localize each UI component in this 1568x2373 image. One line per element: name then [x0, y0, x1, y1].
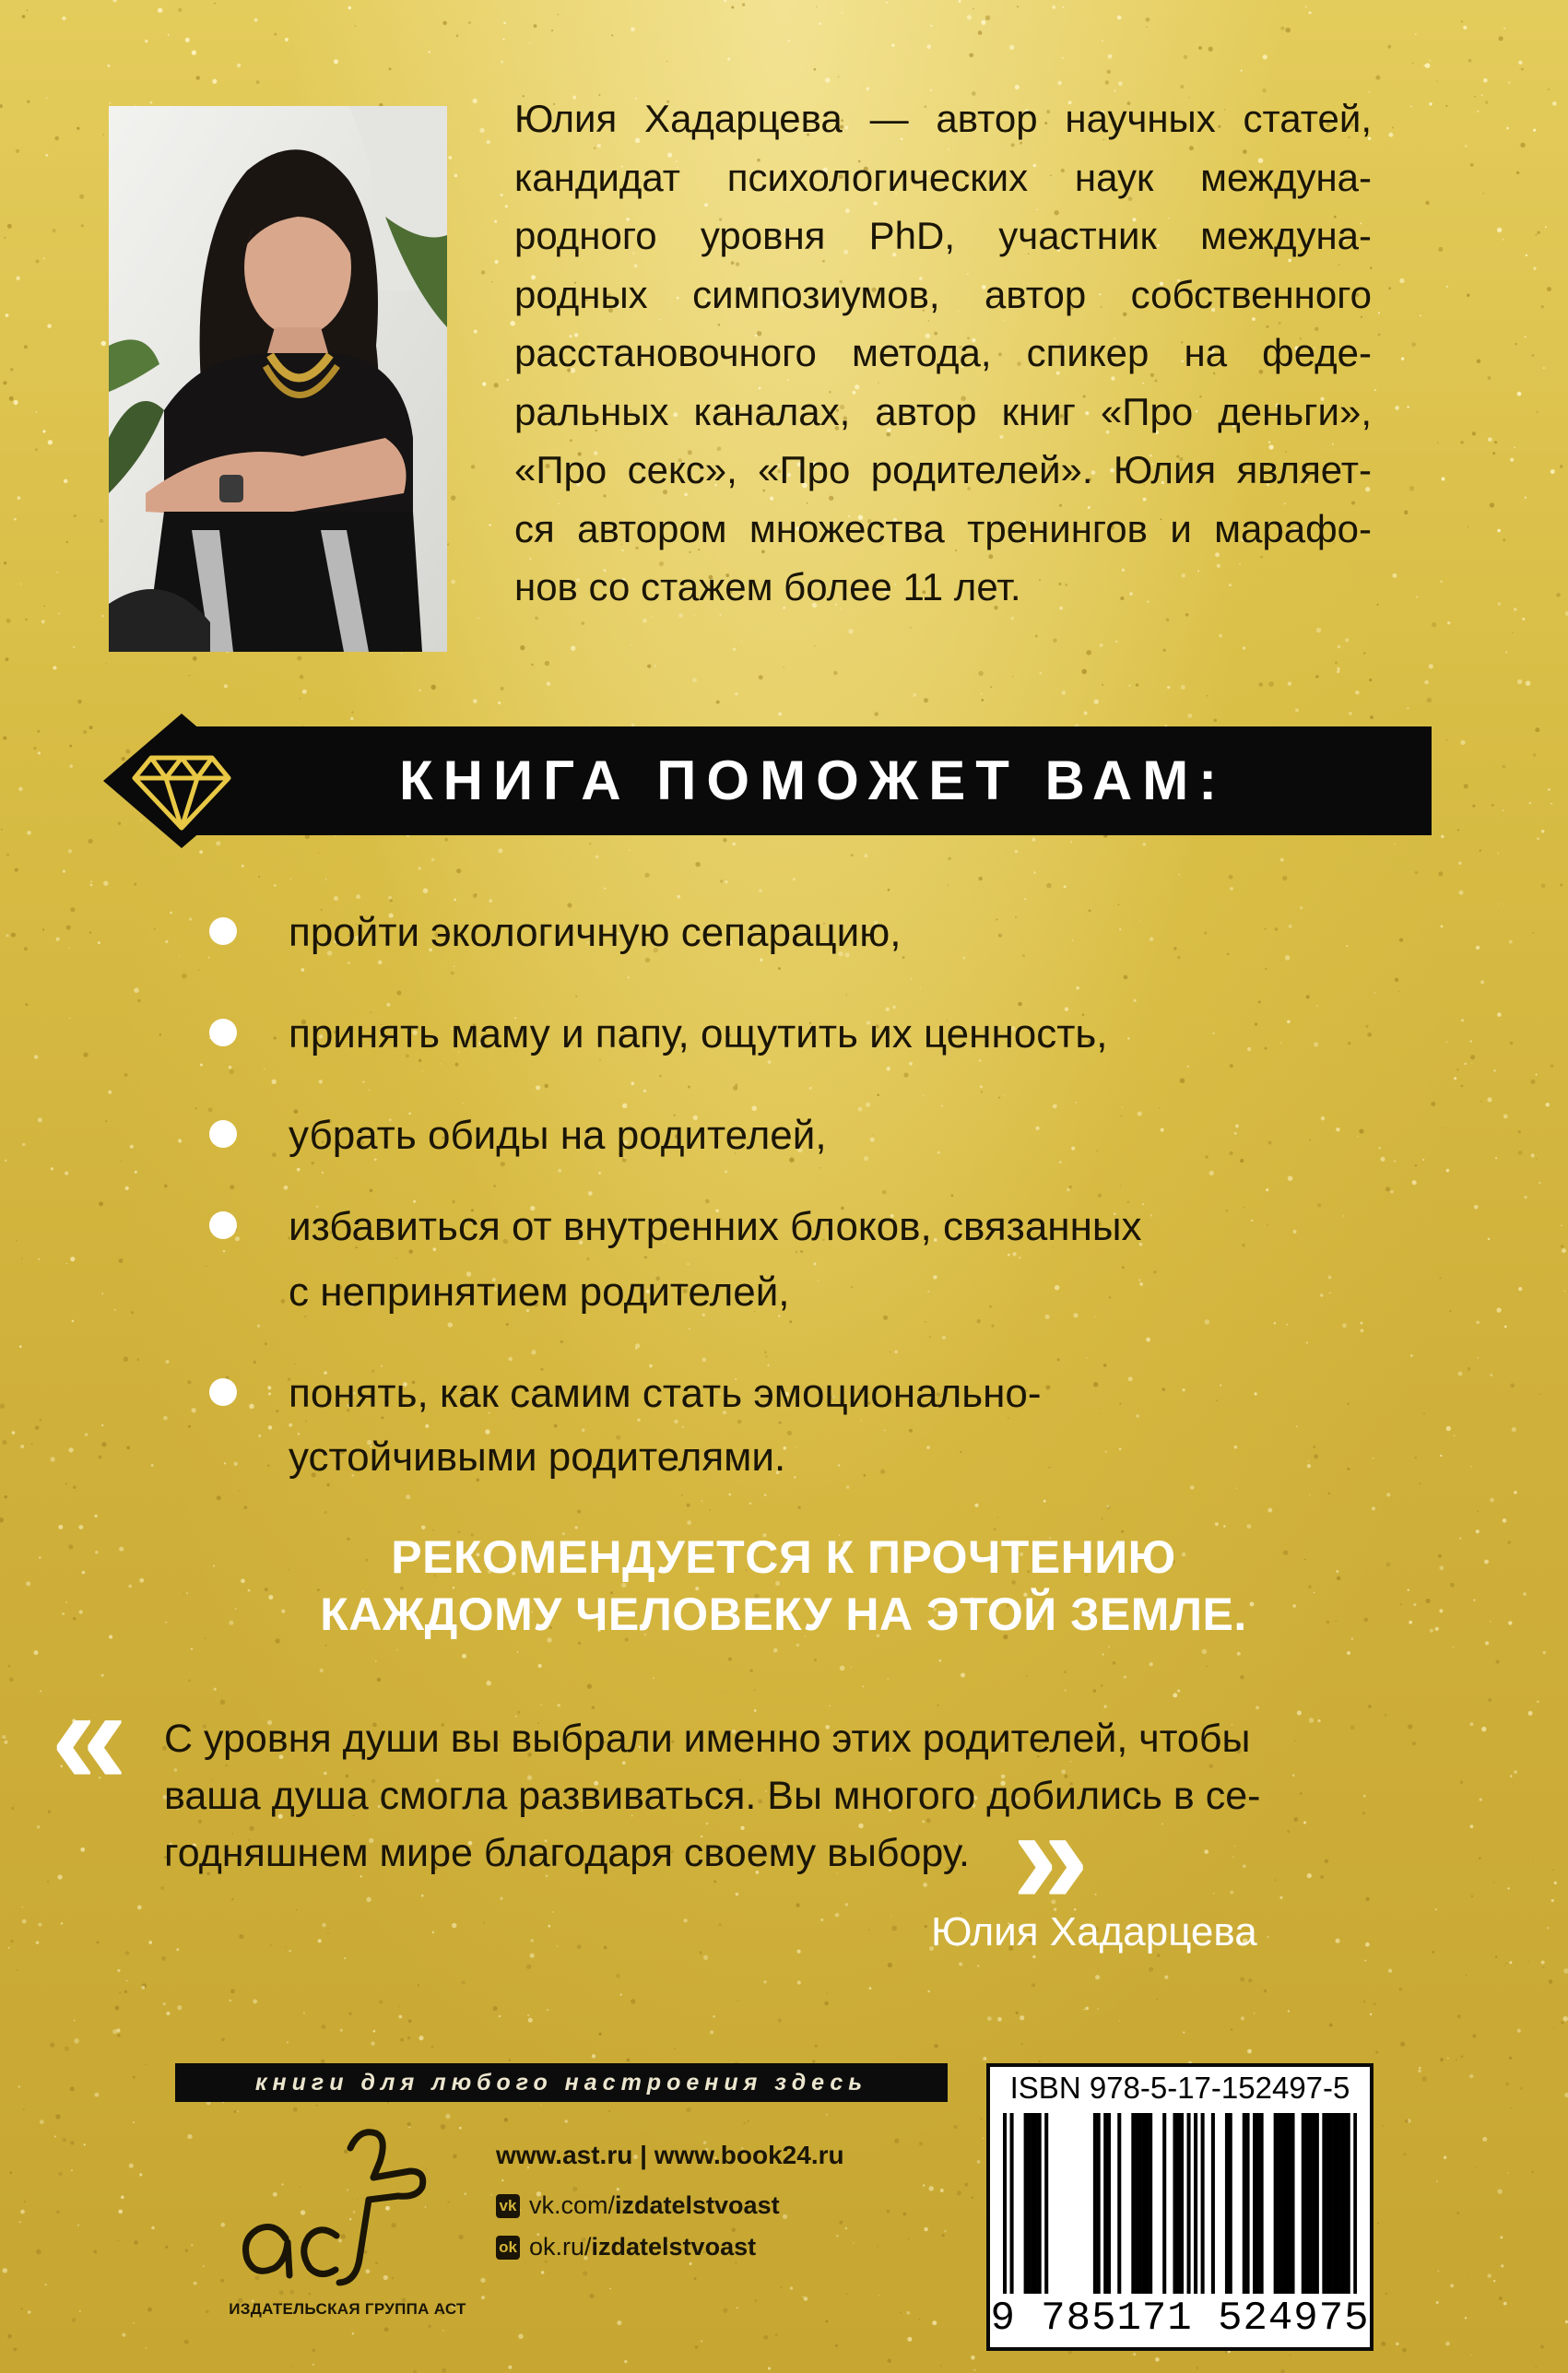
author-photo — [109, 106, 447, 652]
close-quote-icon: » — [1012, 1778, 1090, 1933]
recommendation-line: РЕКОМЕНДУЕТСЯ К ПРОЧТЕНИЮ — [391, 1531, 1176, 1583]
ok-link-prefix: ok.ru/ — [529, 2233, 592, 2261]
barcode-digits: 9 785171 524975 — [990, 2296, 1370, 2342]
bullet-icon — [209, 1019, 237, 1046]
quote-text — [164, 1710, 1362, 1882]
ok-icon: ok — [496, 2236, 520, 2260]
bio-line: кандидат психологических наук междуна- — [514, 155, 1372, 199]
benefits-banner — [192, 726, 1432, 835]
ast-logo-icon — [221, 2120, 452, 2296]
quote-line: С уровня души вы выбрали именно этих родителей, чтобы — [164, 1717, 1251, 1761]
bio-line: «Про секс», «Про родителей». Юлия являет- — [514, 448, 1372, 491]
vk-link-handle: izdatelstvoast — [615, 2191, 780, 2219]
vk-link[interactable] — [496, 2191, 780, 2220]
ok-link[interactable] — [496, 2233, 756, 2261]
bio-line: родных симпозиумов, автор собственного — [514, 272, 1372, 316]
diamond-icon — [103, 714, 260, 848]
bio-line: ральных каналах, автор книг «Про деньги», — [514, 389, 1372, 433]
benefit-item: понять, как самим стать эмоционально- — [289, 1371, 1042, 1416]
vk-icon: vk — [496, 2194, 520, 2218]
bio-line: нов со стажем более 11 лет. — [514, 565, 1021, 608]
quote-line: ваша душа смогла развиваться. Вы многого добились в се- — [164, 1774, 1261, 1818]
benefit-item: пройти экологичную сепарацию, — [289, 910, 902, 955]
benefit-item: убрать обиды на родителей, — [289, 1113, 827, 1158]
barcode-icon — [1003, 2113, 1357, 2294]
author-bio — [514, 89, 1372, 617]
benefit-item-continued: с непринятием родителей, — [289, 1269, 790, 1315]
benefit-item: избавиться от внутренних блоков, связанных — [289, 1204, 1142, 1249]
isbn-block — [986, 2063, 1373, 2351]
open-quote-icon: « — [51, 1659, 128, 1813]
benefit-item-continued: устойчивыми родителями. — [289, 1434, 786, 1480]
banner-title: КНИГА ПОМОЖЕТ ВАМ: — [399, 750, 1228, 811]
quote-line: годняшнем мире благодаря своему выбору. — [164, 1831, 970, 1875]
bullet-icon — [209, 1120, 237, 1148]
bullet-icon — [209, 917, 237, 945]
benefit-item: принять маму и папу, ощутить их ценность, — [289, 1011, 1108, 1057]
recommendation-line: КАЖДОМУ ЧЕЛОВЕКУ НА ЭТОЙ ЗЕМЛЕ. — [320, 1588, 1247, 1640]
bullet-icon — [209, 1211, 237, 1239]
quote-author: Юлия Хадарцева — [931, 1909, 1257, 1954]
vk-link-prefix: vk.com/ — [529, 2191, 616, 2219]
recommendation — [138, 1529, 1429, 1643]
author-portrait-icon — [109, 106, 447, 652]
bio-line: родного уровня PhD, участник междуна- — [514, 214, 1372, 257]
bullet-icon — [209, 1378, 237, 1406]
bio-line: Юлия Хадарцева — автор научных статей, — [514, 97, 1372, 140]
publisher-websites[interactable]: www.ast.ru | www.book24.ru — [496, 2141, 844, 2169]
mood-strip-text: книги для любого настроения здесь — [254, 2070, 868, 2096]
mood-strip — [175, 2063, 948, 2102]
isbn-label: ISBN 978-5-17-152497-5 — [1009, 2071, 1350, 2105]
ok-link-handle: izdatelstvoast — [591, 2233, 757, 2261]
bio-line: ся автором множества тренингов и марафо- — [514, 506, 1372, 550]
publisher-caption: ИЗДАТЕЛЬСКАЯ ГРУППА АСТ — [229, 2300, 466, 2318]
bio-line: расстановочного метода, спикер на феде- — [514, 331, 1372, 374]
